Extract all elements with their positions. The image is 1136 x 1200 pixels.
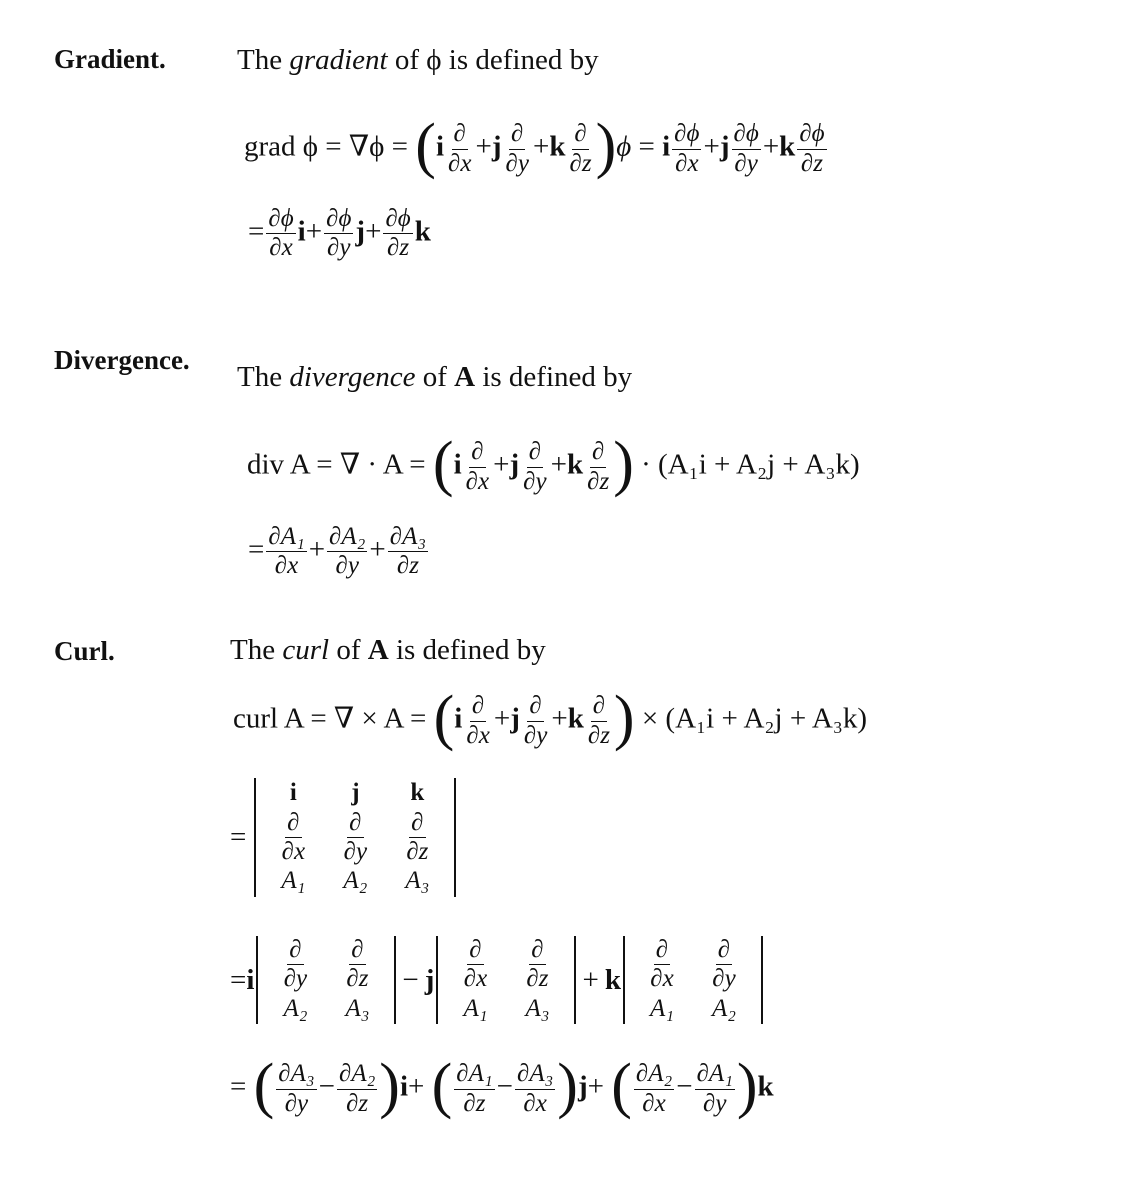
num-phi: ϕ — [397, 205, 411, 232]
num-partial: ∂ — [326, 205, 339, 232]
num-A2: A₂ — [351, 1060, 376, 1088]
den-partial: ∂ — [284, 1089, 298, 1117]
minor-j — [436, 936, 576, 1024]
den-partial: ∂ — [734, 149, 747, 177]
den-partial: ∂ — [269, 234, 282, 262]
intro-emphasis: curl — [282, 634, 330, 666]
num: ∂ — [349, 937, 365, 965]
unit-j: j — [424, 963, 435, 996]
dphi-dz — [797, 121, 826, 177]
gradient-equation-line1 — [244, 112, 829, 180]
den-var: y — [746, 149, 758, 177]
det-cell-dz — [386, 809, 448, 867]
unit-k: k — [604, 963, 621, 996]
partial-z-operator — [586, 693, 612, 749]
partial-x-operator — [464, 439, 491, 495]
plus: + — [369, 533, 386, 566]
det-cell-A3: A₃ — [405, 867, 430, 895]
num: ∂ — [654, 937, 670, 965]
minor-k — [623, 936, 763, 1024]
num-phi: ϕ — [338, 205, 352, 232]
minus: − — [676, 1070, 693, 1103]
intro-text: The — [237, 361, 290, 393]
left-paren: ( — [611, 1052, 632, 1120]
det-cell-dx — [262, 809, 324, 867]
dA1-dx — [266, 524, 306, 580]
dphi-dx — [672, 121, 701, 177]
den-partial: ∂ — [465, 467, 478, 495]
minor-cell-dz — [506, 936, 568, 994]
curl-expansion-line — [230, 936, 763, 1024]
unit-k: k — [549, 130, 566, 163]
gradient-lhs: grad ϕ = ∇ϕ = — [244, 130, 409, 163]
den-var: z — [358, 1089, 369, 1117]
right-paren: ) — [736, 1052, 758, 1120]
den-var: y — [724, 965, 736, 993]
den-var: z — [600, 721, 610, 749]
den-var: x — [287, 552, 299, 580]
den-partial: ∂ — [587, 721, 601, 749]
den-partial: ∂ — [343, 838, 356, 865]
partial-y-operator — [504, 121, 531, 177]
den-partial: ∂ — [523, 721, 537, 749]
den-partial: ∂ — [335, 552, 348, 580]
unit-i: i — [246, 963, 255, 996]
dphi-dy — [732, 121, 761, 177]
intro-text: of ϕ is defined by — [387, 44, 599, 76]
num-phi: ϕ — [686, 120, 700, 148]
den-var: y — [715, 1089, 727, 1117]
num: ∂ — [572, 121, 588, 149]
det-cell-dy — [324, 809, 386, 867]
den-partial: ∂ — [463, 965, 477, 993]
num: ∂ — [527, 693, 543, 721]
num-A3: A₃ — [402, 523, 427, 550]
determinant-3x3 — [254, 778, 456, 897]
det-cell-i: i — [289, 779, 297, 806]
divergence-rhs: · (A₁i + A₂j + A₃k) — [641, 448, 860, 481]
den-var: y — [535, 467, 547, 495]
unit-i: i — [297, 215, 306, 248]
unit-i: i — [435, 130, 444, 163]
plus: + — [365, 215, 382, 248]
num: ∂ — [467, 937, 483, 965]
den-var: y — [536, 721, 548, 749]
num-phi: ϕ — [280, 205, 294, 232]
unit-j: j — [577, 1070, 588, 1103]
plus: + — [493, 702, 511, 735]
dA3-dy — [276, 1061, 316, 1117]
num-partial: ∂ — [799, 120, 812, 148]
num-partial: ∂ — [674, 120, 687, 148]
left-paren: ( — [432, 430, 454, 498]
num-partial: ∂ — [389, 523, 403, 550]
intro-text: of — [415, 361, 455, 393]
phi: ϕ — [616, 130, 632, 163]
den-partial: ∂ — [702, 1089, 716, 1117]
den-partial: ∂ — [650, 965, 663, 993]
den-partial: ∂ — [346, 1089, 359, 1117]
num: ∂ — [409, 810, 425, 838]
den-var: y — [339, 234, 351, 262]
den-var: x — [476, 965, 488, 993]
intro-text: The — [230, 634, 283, 666]
minor-i — [256, 936, 396, 1024]
partial-x-operator — [464, 693, 491, 749]
unit-j: j — [510, 702, 520, 735]
num-partial: ∂ — [635, 1060, 649, 1088]
plus: + — [582, 963, 599, 996]
plus: + — [762, 130, 780, 163]
den-var: y — [296, 965, 308, 993]
equals: = — [230, 963, 247, 996]
unit-i: i — [454, 702, 463, 735]
right-paren: ) — [379, 1052, 400, 1120]
divergence-equation-line1 — [247, 430, 860, 498]
intro-bold-vector: A — [454, 361, 476, 393]
den-var: y — [297, 1089, 309, 1117]
plus: + — [308, 533, 326, 566]
num-A1: A₁ — [468, 1060, 493, 1088]
den-partial: ∂ — [448, 149, 461, 177]
minor-cell-dy — [264, 936, 326, 994]
curl-final-line — [230, 1052, 774, 1120]
den-partial: ∂ — [505, 149, 518, 177]
curl-lhs: curl A = ∇ × A = — [233, 702, 427, 735]
dphi-dz — [383, 206, 412, 262]
equals: = — [248, 533, 265, 566]
intro-text: of — [329, 634, 368, 666]
plus: + — [550, 448, 567, 481]
num-phi: ϕ — [745, 120, 759, 148]
den-partial: ∂ — [523, 1089, 536, 1117]
den-partial: ∂ — [642, 1089, 655, 1117]
plus: + — [475, 130, 492, 163]
den-partial: ∂ — [526, 965, 539, 993]
num: ∂ — [716, 937, 732, 965]
num-partial: ∂ — [338, 1060, 352, 1088]
equals: = — [248, 215, 265, 248]
unit-k: k — [757, 1070, 774, 1103]
intro-emphasis: gradient — [289, 44, 388, 76]
equals: = — [230, 821, 247, 853]
unit-i: i — [662, 130, 671, 163]
den-partial: ∂ — [327, 234, 340, 262]
den-partial: ∂ — [463, 1089, 476, 1117]
den-var: z — [399, 234, 410, 262]
minor-cell-dz — [326, 936, 388, 994]
minus: − — [402, 963, 419, 996]
plus: + — [305, 215, 323, 248]
unit-j: j — [509, 448, 520, 481]
den-partial: ∂ — [346, 965, 359, 993]
den-var: y — [355, 838, 368, 865]
right-paren: ) — [613, 430, 634, 498]
num: ∂ — [469, 439, 485, 467]
den-var: y — [517, 149, 529, 177]
dA3-dx — [515, 1061, 555, 1117]
minus: − — [496, 1070, 513, 1103]
num-A1: A₁ — [280, 523, 305, 550]
den-partial: ∂ — [283, 965, 297, 993]
num-A2: A₂ — [341, 523, 366, 550]
den-var: z — [581, 149, 592, 177]
dA3-dz — [388, 524, 428, 580]
det-cell-k: k — [410, 779, 425, 806]
equals: = — [230, 1070, 247, 1103]
den-var: z — [599, 467, 610, 495]
minor-cell-A3: A₃ — [345, 994, 370, 1022]
right-paren: ) — [557, 1052, 578, 1120]
minor-cell-A2: A₂ — [711, 994, 736, 1022]
den-var: z — [358, 965, 369, 993]
partial-x-operator — [446, 121, 473, 177]
unit-i: i — [399, 1070, 408, 1103]
intro-emphasis: divergence — [289, 361, 416, 393]
num-partial: ∂ — [733, 120, 746, 148]
unit-j: j — [355, 215, 366, 248]
divergence-lhs: div A = ∇ · A = — [247, 448, 426, 481]
curl-equation-line1 — [233, 684, 868, 752]
num-partial: ∂ — [268, 205, 281, 232]
partial-z-operator — [567, 121, 593, 177]
minor-cell-A3: A₃ — [525, 994, 550, 1022]
den-partial: ∂ — [800, 149, 814, 177]
minus: − — [318, 1070, 335, 1103]
den-var: z — [538, 965, 549, 993]
num: ∂ — [470, 693, 486, 721]
num: ∂ — [529, 937, 545, 965]
den-partial: ∂ — [523, 467, 536, 495]
unit-j: j — [719, 130, 730, 163]
num-A2: A₂ — [648, 1060, 673, 1088]
curl-heading: Curl. — [54, 636, 115, 666]
den-partial: ∂ — [675, 149, 688, 177]
den-var: z — [475, 1089, 486, 1117]
den-var: x — [687, 149, 699, 177]
equals: = — [638, 130, 655, 163]
minor-cell-dy — [693, 936, 755, 994]
dphi-dx — [266, 206, 295, 262]
num: ∂ — [285, 810, 301, 838]
den-var: x — [654, 1089, 666, 1117]
partial-z-operator — [585, 439, 611, 495]
dphi-dy — [324, 206, 353, 262]
num: ∂ — [591, 693, 607, 721]
partial-y-operator — [521, 439, 548, 495]
num: ∂ — [347, 810, 363, 838]
plus: + — [493, 448, 510, 481]
plus: + — [587, 1070, 604, 1103]
num-A3: A₃ — [290, 1060, 315, 1088]
num-partial: ∂ — [268, 523, 281, 550]
intro-text: The — [237, 44, 290, 76]
det-cell-j: j — [351, 779, 360, 806]
minor-cell-A2: A₂ — [283, 994, 308, 1022]
left-paren: ( — [433, 684, 455, 752]
den-partial: ∂ — [587, 467, 600, 495]
num-A1: A₁ — [708, 1060, 733, 1088]
num-partial: ∂ — [329, 523, 342, 550]
dA1-dz — [454, 1061, 494, 1117]
unit-k: k — [567, 702, 584, 735]
den-partial: ∂ — [406, 838, 419, 865]
left-paren: ( — [415, 112, 436, 180]
num-partial: ∂ — [696, 1060, 709, 1088]
curl-determinant-line — [230, 778, 456, 897]
den-var: x — [281, 234, 293, 262]
den-partial: ∂ — [466, 721, 479, 749]
unit-k: k — [779, 130, 796, 163]
right-paren: ) — [595, 112, 617, 180]
right-paren: ) — [613, 684, 635, 752]
den-var: x — [478, 721, 490, 749]
det-cell-A1: A₁ — [281, 867, 306, 895]
plus: + — [551, 702, 568, 735]
den-var: z — [409, 552, 419, 580]
num-A3: A₃ — [529, 1060, 554, 1088]
num-partial: ∂ — [456, 1060, 469, 1088]
num: ∂ — [527, 439, 543, 467]
num: ∂ — [590, 439, 606, 467]
num: ∂ — [287, 937, 303, 965]
det-cell-A2: A₂ — [343, 867, 368, 895]
den-partial: ∂ — [387, 234, 400, 262]
den-partial: ∂ — [569, 149, 582, 177]
partial-y-operator — [522, 693, 549, 749]
den-var: z — [813, 149, 824, 177]
num-partial: ∂ — [385, 205, 398, 232]
num: ∂ — [452, 121, 468, 149]
unit-k: k — [566, 448, 584, 481]
minor-cell-dx — [631, 936, 693, 994]
divergence-heading: Divergence. — [54, 345, 190, 375]
den-partial: ∂ — [712, 965, 725, 993]
unit-k: k — [414, 215, 431, 248]
divergence-equation-line2 — [248, 524, 430, 580]
plus: + — [532, 130, 550, 163]
den-var: x — [478, 467, 490, 495]
den-var: x — [662, 965, 674, 993]
curl-intro — [230, 634, 546, 667]
minor-cell-A1: A₁ — [649, 994, 674, 1022]
plus: + — [408, 1070, 425, 1103]
left-paren: ( — [253, 1052, 275, 1120]
dA2-dx — [634, 1061, 674, 1117]
num-partial: ∂ — [516, 1060, 530, 1088]
plus: + — [703, 130, 720, 163]
dA2-dy — [327, 524, 367, 580]
den-partial: ∂ — [281, 838, 294, 865]
num-phi: ϕ — [811, 120, 825, 148]
intro-bold-vector: A — [367, 634, 389, 666]
den-partial: ∂ — [396, 552, 410, 580]
intro-text: is defined by — [475, 361, 633, 393]
gradient-equation-line2 — [248, 206, 431, 262]
num-partial: ∂ — [278, 1060, 291, 1088]
curl-rhs: × (A₁i + A₂j + A₃k) — [641, 702, 868, 735]
dA1-dy — [695, 1061, 735, 1117]
minor-cell-dx — [444, 936, 506, 994]
left-paren: ( — [431, 1052, 453, 1120]
dA2-dz — [337, 1061, 377, 1117]
den-var: z — [418, 838, 429, 865]
intro-text: is defined by — [388, 634, 546, 666]
num: ∂ — [509, 121, 525, 149]
den-var: x — [460, 149, 472, 177]
divergence-intro — [237, 361, 632, 394]
den-var: x — [535, 1089, 547, 1117]
den-var: y — [347, 552, 359, 580]
gradient-heading: Gradient. — [54, 44, 166, 74]
den-partial: ∂ — [274, 552, 288, 580]
den-var: x — [293, 838, 306, 865]
unit-j: j — [491, 130, 502, 163]
minor-cell-A1: A₁ — [463, 994, 488, 1022]
gradient-intro — [237, 44, 599, 77]
unit-i: i — [453, 448, 462, 481]
